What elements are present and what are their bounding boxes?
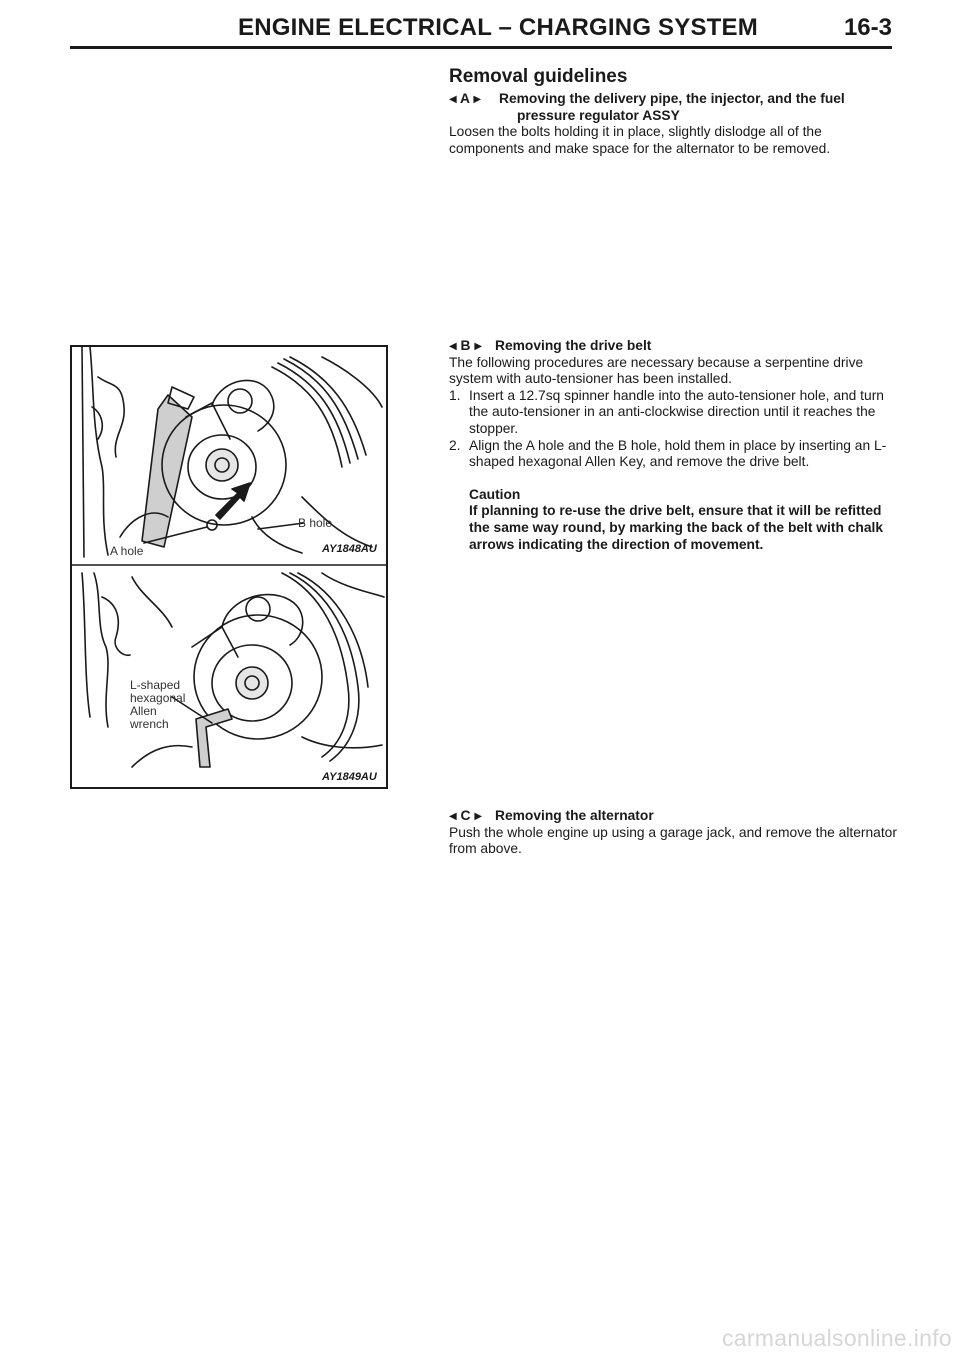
step-a-heading-line2: pressure regulator ASSY: [517, 107, 680, 123]
list-item: [449, 388, 899, 438]
step-b-marker: ◀ B ▶: [449, 338, 483, 353]
triangle-right-icon: ▶: [474, 811, 483, 822]
step-c-marker: ◀ C ▶: [449, 808, 483, 823]
triangle-left-icon: ◀: [449, 811, 457, 822]
step-b-heading-text: Removing the drive belt: [495, 338, 652, 353]
page-title: ENGINE ELECTRICAL – CHARGING SYSTEM: [238, 14, 758, 41]
triangle-left-icon: ◀: [449, 94, 457, 105]
step-c-body: Push the whole engine up using a garage jack, and remove the alternator from above.: [449, 824, 897, 857]
watermark: carmanualsonline.info: [721, 1325, 952, 1351]
step-c-heading-text: Removing the alternator: [495, 808, 654, 823]
removal-section: [449, 66, 899, 157]
figure-code-top: AY1848AU: [322, 543, 377, 555]
wrench-label: L-shaped hexagonal Allen wrench: [130, 678, 186, 731]
step-c-heading: [449, 808, 899, 825]
caution-title: Caution: [469, 486, 521, 502]
list-number: 2.: [449, 437, 461, 453]
engine-illustration: [72, 347, 386, 787]
step-a-heading: [449, 91, 899, 124]
list-text: Align the A hole and the B hole, hold them in place by inserting an L-shaped hexagonal Allen Key, and remove the drive belt.: [469, 437, 887, 470]
caution-box: [449, 487, 899, 553]
step-c-section: [449, 808, 899, 858]
step-b-heading: [449, 338, 899, 355]
page-number: 16-3: [843, 14, 892, 41]
triangle-left-icon: ◀: [449, 341, 457, 352]
engine-figure: [70, 345, 388, 789]
caution-text: If planning to re-use the drive belt, ensure that it will be refitted the same way round, by marking the back of the belt with chalk arrows indicating the direction of movement.: [469, 503, 884, 552]
step-a-marker: ◀ A ▶: [449, 91, 482, 106]
list-number: 1.: [449, 387, 461, 403]
a-hole-label: A hole: [110, 544, 144, 558]
page-header: [70, 10, 892, 49]
b-hole-label: B hole: [298, 516, 333, 530]
section-title: Removal guidelines: [449, 66, 628, 87]
step-a-heading-line1: Removing the delivery pipe, the injector, and the fuel: [499, 91, 845, 106]
list-text: Insert a 12.7sq spinner handle into the auto-tensioner hole, and turn the auto-tensioner in an anti-clockwise direction until it reaches the stopper.: [469, 387, 884, 436]
list-item: [449, 438, 899, 471]
step-b-section: [449, 338, 899, 553]
step-a-body: Loosen the bolts holding it in place, slightly dislodge all of the components and make space for the alternator to be removed.: [449, 124, 831, 156]
step-b-intro: The following procedures are necessary because a serpentine drive system with auto-tensioner has been installed.: [449, 354, 864, 387]
triangle-right-icon: ▶: [473, 94, 482, 105]
figure-code-bottom: AY1849AU: [322, 771, 377, 783]
triangle-right-icon: ▶: [474, 341, 483, 352]
